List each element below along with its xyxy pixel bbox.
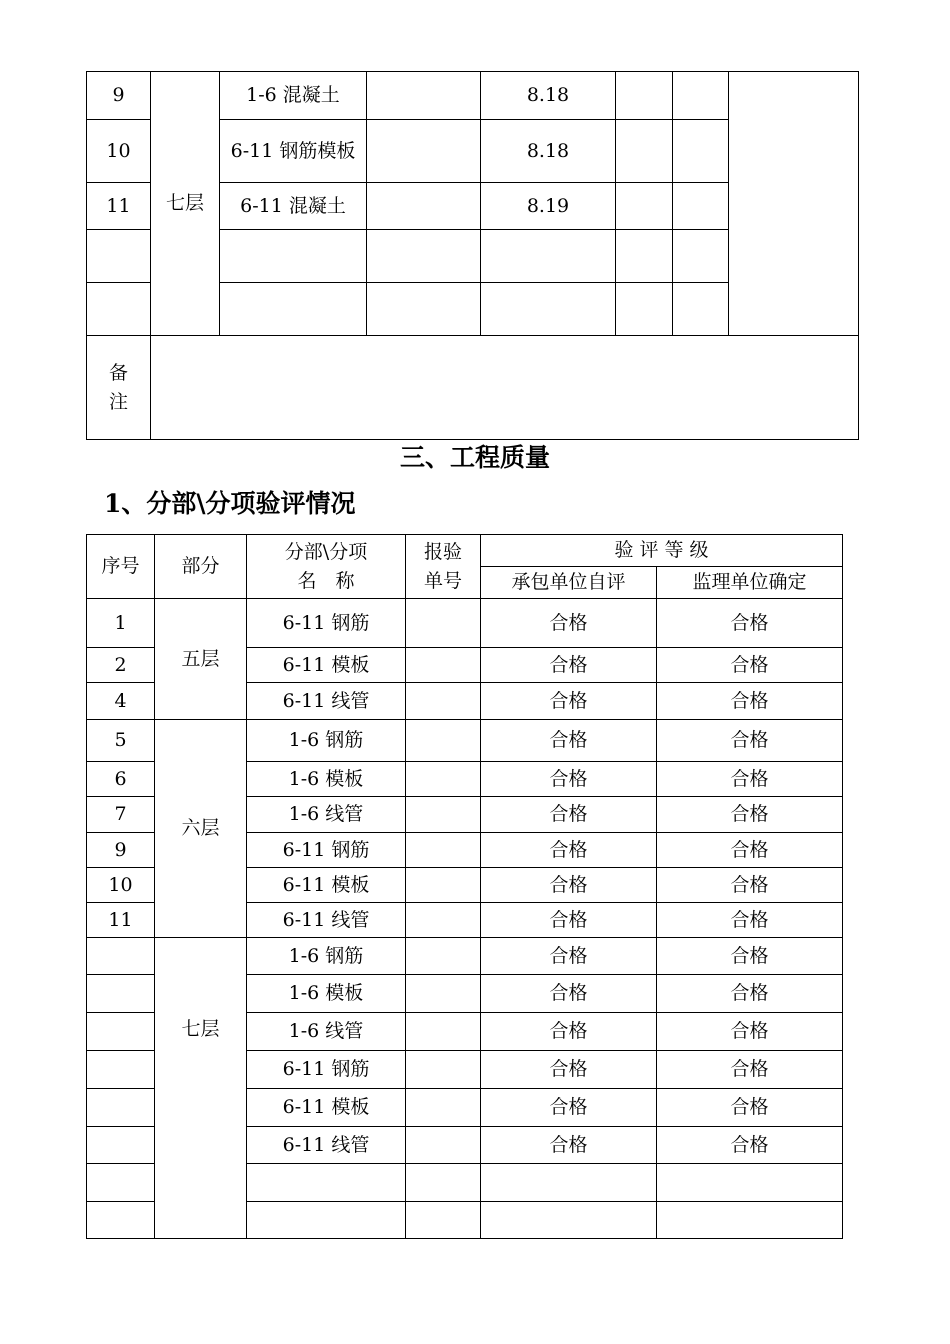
row-number [87, 283, 151, 336]
row-number: 10 [87, 120, 151, 183]
item-cell: 6-11 混凝土 [220, 183, 367, 230]
floor-cell: 五层 [155, 599, 247, 720]
section-title: 三、工程质量 [399, 443, 550, 472]
date-cell [481, 230, 616, 283]
date-cell: 8.19 [481, 183, 616, 230]
item-cell: 1-6 混凝土 [220, 72, 367, 120]
item-cell: 6-11 钢筋模板 [220, 120, 367, 183]
floor-cell: 七层 [155, 938, 247, 1239]
table-row: 6-11 线管 合格 合格 [87, 1127, 843, 1164]
table-row: 2 6-11 模板 合格 合格 [87, 648, 843, 683]
row-number: 11 [87, 183, 151, 230]
table-row: 6 1-6 模板 合格 合格 [87, 762, 843, 797]
date-cell: 8.18 [481, 72, 616, 120]
remarks-label: 备 注 [87, 336, 151, 440]
table-row: 7 1-6 线管 合格 合格 [87, 797, 843, 833]
table-row: 5 六层 1-6 钢筋 合格 合格 [87, 720, 843, 762]
header-no: 序号 [87, 535, 155, 599]
row-number [87, 230, 151, 283]
table-row: 1 五层 6-11 钢筋 合格 合格 [87, 599, 843, 648]
subsection-title: 1、分部\分项验评情况 [104, 489, 356, 518]
row-number: 9 [87, 72, 151, 120]
header-supervisor: 监理单位确定 [657, 567, 843, 599]
table-row: 6-11 模板 合格 合格 [87, 1089, 843, 1127]
table-row: 七层 1-6 钢筋 合格 合格 [87, 938, 843, 975]
header-part: 部分 [155, 535, 247, 599]
table-row: 1-6 线管 合格 合格 [87, 1013, 843, 1051]
table-row: 9 6-11 钢筋 合格 合格 [87, 833, 843, 868]
remarks-content [151, 336, 859, 440]
table-row: 6-11 钢筋 合格 合格 [87, 1051, 843, 1089]
table-row: 4 6-11 线管 合格 合格 [87, 683, 843, 720]
header-item: 分部\分项 名 称 [247, 535, 406, 599]
remarks-row [87, 336, 859, 440]
table-row: 11 6-11 线管 合格 合格 [87, 903, 843, 938]
floor-cell: 七层 [151, 72, 220, 336]
header-report: 报验 单号 [406, 535, 481, 599]
date-cell: 8.18 [481, 120, 616, 183]
table-row: 10 6-11 模板 合格 合格 [87, 868, 843, 903]
table-row: 1-6 模板 合格 合格 [87, 975, 843, 1013]
header-self: 承包单位自评 [481, 567, 657, 599]
table-row [87, 72, 859, 120]
quality-table [86, 534, 843, 1239]
floor-cell: 六层 [155, 720, 247, 938]
schedule-table [86, 71, 859, 440]
date-cell [481, 283, 616, 336]
item-cell [220, 283, 367, 336]
item-cell [220, 230, 367, 283]
header-grade: 验 评 等 级 [481, 535, 843, 567]
